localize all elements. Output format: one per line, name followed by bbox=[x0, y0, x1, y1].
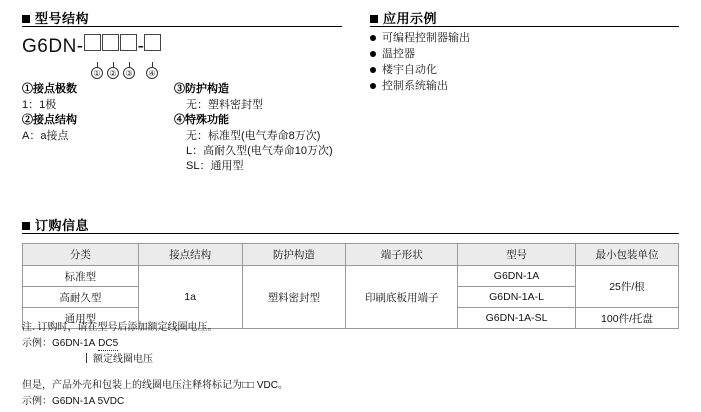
callout-1: ① bbox=[91, 67, 103, 79]
definition-title: ②接点结构 bbox=[22, 114, 77, 126]
note-callout-line bbox=[22, 352, 288, 368]
note-example-label: 示例： bbox=[22, 338, 52, 349]
square-bullet-icon bbox=[22, 222, 30, 230]
definition-contact-poles bbox=[22, 82, 77, 113]
note-callout-label: 额定线圈电压 bbox=[93, 354, 153, 365]
model-blank-4 bbox=[144, 34, 161, 51]
notes-block bbox=[22, 320, 288, 410]
note-line-2: 但是，产品外壳和包装上的线圈电压注释将标记为□□ VDC。 bbox=[22, 380, 288, 391]
definition-title: ①接点极数 bbox=[22, 83, 77, 95]
definition-contact-structure bbox=[22, 113, 77, 144]
note-line-3: 示例：G6DN-1A 5VDC bbox=[22, 396, 125, 407]
order-info-table bbox=[22, 243, 679, 329]
definition-enclosure bbox=[174, 82, 263, 113]
model-blank-3 bbox=[120, 34, 137, 51]
cell-pack: 100件/托盘 bbox=[576, 308, 679, 329]
table-header-row bbox=[23, 244, 679, 266]
application-list-items bbox=[370, 30, 470, 94]
callout-row bbox=[22, 58, 342, 76]
cell-type: 标准型 bbox=[23, 266, 139, 287]
definition-row: 1：1极 bbox=[22, 99, 57, 111]
cell-pack: 25件/根 bbox=[576, 266, 679, 308]
square-bullet-icon bbox=[22, 15, 30, 23]
section-heading-order-info: 订购信息 bbox=[22, 215, 89, 234]
definition-row: A：a接点 bbox=[22, 130, 69, 142]
note-line-1: 注. 订购时，请在型号后添加额定线圈电压。 bbox=[22, 322, 218, 333]
note-example-line bbox=[22, 336, 288, 352]
column-header-terminal: 端子形状 bbox=[346, 244, 458, 266]
table-header bbox=[23, 244, 679, 266]
table-row bbox=[23, 266, 679, 287]
section-rule-model-structure bbox=[22, 26, 342, 27]
model-dash: - bbox=[137, 36, 144, 57]
column-header-contact: 接点结构 bbox=[138, 244, 242, 266]
cell-model: G6DN-1A bbox=[458, 266, 576, 287]
list-item: 温控器 bbox=[370, 46, 470, 62]
section-rule-order-info bbox=[22, 233, 679, 234]
definition-row: L：高耐久型(电气寿命10万次) bbox=[186, 145, 333, 157]
column-header-enclosure: 防护构造 bbox=[242, 244, 346, 266]
model-prefix: G6DN- bbox=[22, 36, 84, 57]
definition-special-function bbox=[174, 113, 333, 174]
cell-type: 通用型 bbox=[23, 308, 139, 329]
definition-row: SL：通用型 bbox=[186, 160, 244, 172]
column-header-type: 分类 bbox=[23, 244, 139, 266]
column-header-pack: 最小包装单位 bbox=[576, 244, 679, 266]
note-example-voltage: DC5 bbox=[98, 338, 119, 349]
section-heading-model-structure: 型号结构 bbox=[22, 8, 89, 27]
note-example-model: G6DN-1A bbox=[52, 338, 96, 349]
callout-3: ③ bbox=[123, 67, 135, 79]
column-header-model: 型号 bbox=[458, 244, 576, 266]
definition-row: 无：标准型(电气寿命8万次) bbox=[186, 130, 321, 142]
list-item: 可编程控制器输出 bbox=[370, 30, 470, 46]
application-list bbox=[370, 30, 470, 94]
cell-enclosure: 塑料密封型 bbox=[242, 266, 346, 329]
cell-type: 高耐久型 bbox=[23, 287, 139, 308]
note-callout-leader bbox=[86, 353, 87, 363]
list-item: 控制系统输出 bbox=[370, 78, 470, 94]
callout-4: ④ bbox=[146, 67, 158, 79]
callout-2: ② bbox=[107, 67, 119, 79]
section-heading-application: 应用示例 bbox=[370, 8, 437, 27]
definition-title: ③防护构造 bbox=[174, 83, 229, 95]
cell-terminal: 印刷底板用端子 bbox=[346, 266, 458, 329]
model-blank-2 bbox=[102, 34, 119, 51]
cell-model: G6DN-1A-SL bbox=[458, 308, 576, 329]
order-info-table-wrap bbox=[22, 243, 679, 329]
model-code-line bbox=[22, 34, 322, 58]
list-item: 楼宇自动化 bbox=[370, 62, 470, 78]
square-bullet-icon bbox=[370, 15, 378, 23]
model-blank-1 bbox=[84, 34, 101, 51]
definition-title: ④特殊功能 bbox=[174, 114, 229, 126]
note-gap bbox=[22, 368, 288, 378]
cell-model: G6DN-1A-L bbox=[458, 287, 576, 308]
definition-row: 无：塑料密封型 bbox=[186, 99, 263, 111]
section-rule-application bbox=[370, 26, 679, 27]
cell-contact: 1a bbox=[138, 266, 242, 329]
